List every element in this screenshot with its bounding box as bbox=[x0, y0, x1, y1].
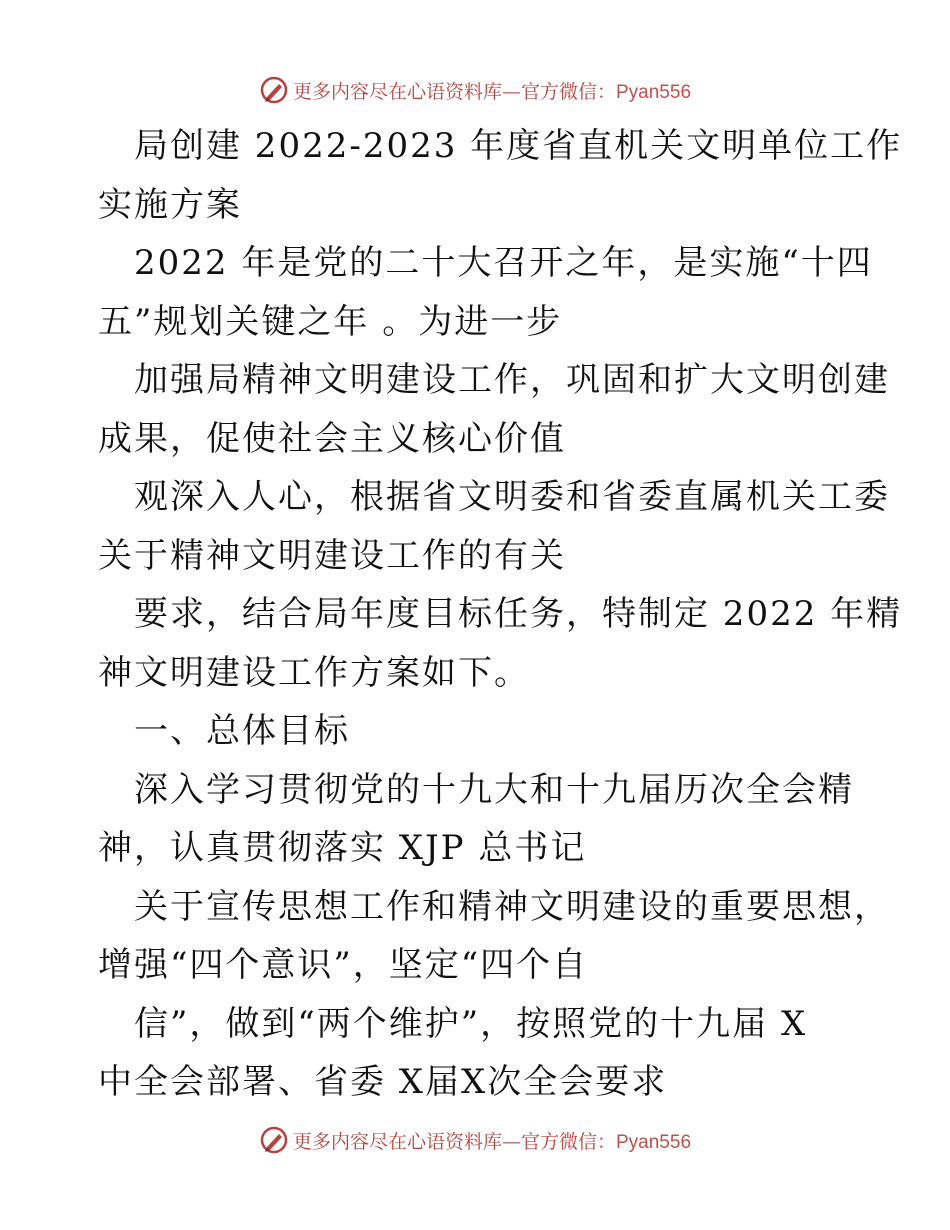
text-line: 神，认真贯彻落实 XJP 总书记 bbox=[98, 828, 587, 868]
header-banner bbox=[0, 70, 950, 110]
footer-banner bbox=[0, 1120, 950, 1160]
banner-separator: — bbox=[501, 80, 521, 103]
text-line: 增强“四个意识”，坚定“四个自 bbox=[98, 945, 589, 985]
text-line: 实施方案 bbox=[98, 184, 242, 225]
text-line: 一、总体目标 bbox=[134, 711, 350, 751]
text-line: 五”规划关键之年 。为进一步 bbox=[98, 301, 563, 342]
banner-promo-text: 更多内容尽在心语资料库 bbox=[292, 1130, 502, 1153]
text-line: 关于宣传思想工作和精神文明建设的重要思想， bbox=[134, 886, 890, 927]
text-line: 关于精神文明建设工作的有关 bbox=[98, 535, 566, 576]
banner-separator: — bbox=[501, 1130, 521, 1153]
text-line: 局创建 2022-2023 年度省直机关文明单位工作 bbox=[134, 126, 903, 166]
document-body bbox=[98, 117, 903, 1112]
pen-logo-icon bbox=[259, 75, 289, 105]
banner-wechat-label: 官方微信： bbox=[520, 80, 616, 103]
text-line: 加强局精神文明建设工作，巩固和扩大文明创建 bbox=[134, 360, 890, 400]
pen-logo-icon bbox=[259, 1125, 289, 1155]
text-line: 深入学习贯彻党的十九大和十九届历次全会精 bbox=[134, 769, 854, 810]
text-line: 中全会部署、省委 X届X次全会要求 bbox=[98, 1062, 668, 1102]
banner-wechat-account: Pyan556 bbox=[616, 1131, 692, 1153]
text-line: 成果，促使社会主义核心价值 bbox=[98, 418, 566, 459]
text-line: 2022 年是党的二十大召开之年，是实施“十四 bbox=[134, 243, 873, 283]
text-line: 观深入人心，根据省文明委和省委直属机关工委 bbox=[134, 477, 890, 517]
text-line: 神文明建设工作方案如下。 bbox=[98, 652, 530, 693]
text-line: 要求，结合局年度目标任务，特制定 2022 年精 bbox=[134, 594, 903, 634]
banner-text bbox=[293, 77, 691, 104]
banner-promo-text: 更多内容尽在心语资料库 bbox=[292, 80, 502, 103]
banner-wechat-account: Pyan556 bbox=[616, 81, 692, 103]
text-line: 信”，做到“两个维护”，按照党的十九届 X bbox=[134, 1003, 808, 1044]
banner-wechat-label: 官方微信： bbox=[520, 1130, 616, 1153]
banner-text bbox=[293, 1127, 691, 1154]
